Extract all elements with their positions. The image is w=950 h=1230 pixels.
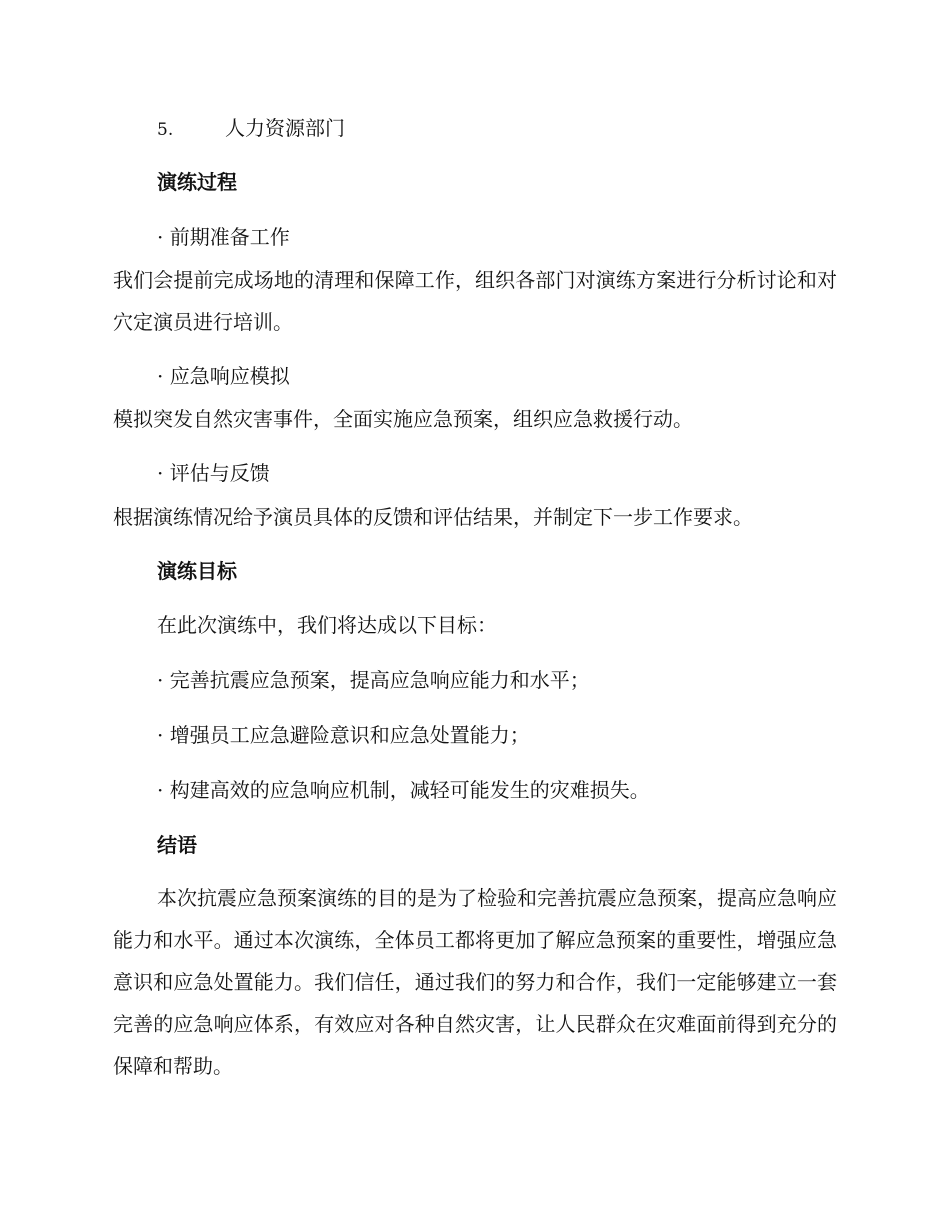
list-item-label: 人力资源部门 bbox=[225, 116, 345, 140]
goals-intro: 在此次演练中，我们将达成以下目标： bbox=[157, 613, 497, 637]
step-title-simulation: · 应急响应模拟 bbox=[157, 364, 290, 388]
goal-item: · 增强员工应急避险意识和应急处置能力； bbox=[157, 723, 530, 747]
step-text-evaluation: 根据演练情况给予演员具体的反馈和评估结果，并制定下一步工作要求。 bbox=[113, 505, 753, 529]
step-title-evaluation: · 评估与反馈 bbox=[157, 461, 270, 485]
step-text-preparation: 我们会提前完成场地的清理和保障工作，组织各部门对演练方案进行分析讨论和对穴定演员进行培训。 bbox=[113, 268, 837, 334]
goal-item: · 完善抗震应急预案，提高应急响应能力和水平； bbox=[157, 668, 590, 692]
step-title-preparation: · 前期准备工作 bbox=[157, 225, 290, 249]
section-heading-conclusion: 结语 bbox=[157, 833, 197, 857]
conclusion-paragraph: 本次抗震应急预案演练的目的是为了检验和完善抗震应急预案，提高应急响应能力和水平。通过本次演练，全体员工都将更加了解应急预案的重要性，增强应急意识和应急处置能力。我们信任，通过我们的努力和合作，我们一定能够建立一套完善的应急响应体系，有效应对各种自然灾害，让人民群众在灾难面前得到充分的保障和帮助。 bbox=[113, 886, 837, 1078]
step-text-simulation: 模拟突发自然灾害事件，全面实施应急预案，组织应急救援行动。 bbox=[113, 407, 693, 431]
goal-item: · 构建高效的应急响应机制，减轻可能发生的灾难损失。 bbox=[157, 778, 650, 802]
numbered-list-item bbox=[157, 113, 345, 145]
list-item-number: 5. bbox=[157, 120, 174, 140]
section-heading-goals: 演练目标 bbox=[157, 559, 237, 583]
section-heading-process: 演练过程 bbox=[157, 170, 237, 194]
